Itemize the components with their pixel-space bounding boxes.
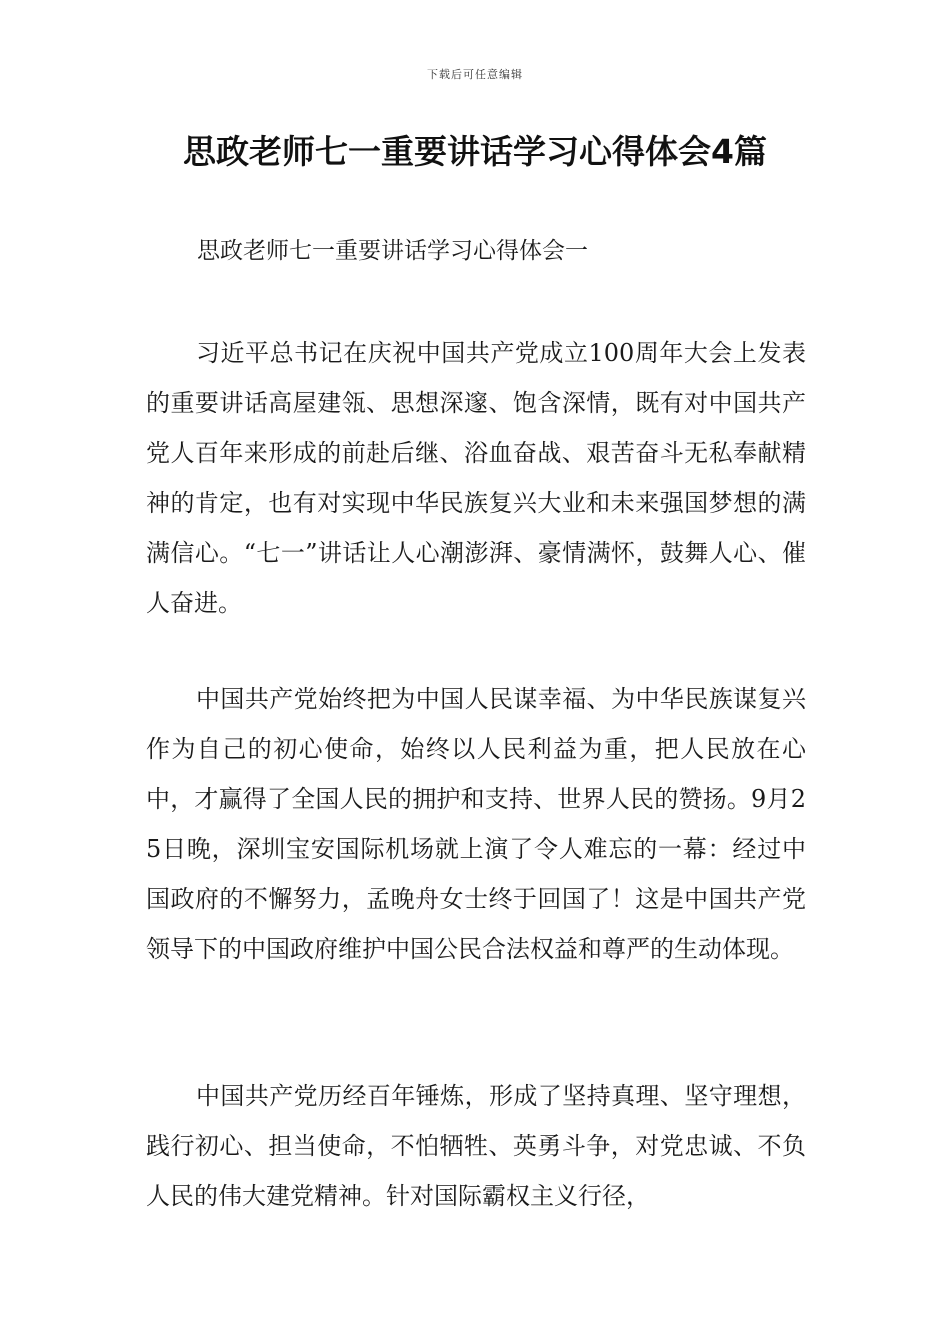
body-paragraph: 中国共产党始终把为中国人民谋幸福、为中华民族谋复兴作为自己的初心使命，始终以人民利益为重，把人民放在心中，才赢得了全国人民的拥护和支持、世界人民的赞扬。9月25日晚，深圳宝安国际机场就上演了令人难忘的一幕：经过中国政府的不懈努力，孟晚舟女士终于回国了！这是中国共产党领导下的中国政府维护中国公民合法权益和尊严的生动体现。 [146, 685, 806, 963]
section-heading: 思政老师七一重要讲话学习心得体会一 [197, 238, 588, 264]
body-paragraph: 习近平总书记在庆祝中国共产党成立100周年大会上发表的重要讲话高屋建瓴、思想深邃、饱含深情，既有对中国共产党人百年来形成的前赴后继、浴血奋战、艰苦奋斗无私奉献精神的肯定，也有对实现中华民族复兴大业和未来强国梦想的满满信心。“七一”讲话让人心潮澎湃、豪情满怀，鼓舞人心、催人奋进。 [146, 339, 806, 617]
document-title: 思政老师七一重要讲话学习心得体会4篇 [183, 132, 767, 171]
body-paragraph: 中国共产党历经百年锤炼，形成了坚持真理、坚守理想，践行初心、担当使命，不怕牺牲、英勇斗争，对党忠诚、不负人民的伟大建党精神。针对国际霸权主义行径， [146, 1082, 806, 1210]
page-header-note: 下载后可任意编辑 [427, 68, 523, 81]
